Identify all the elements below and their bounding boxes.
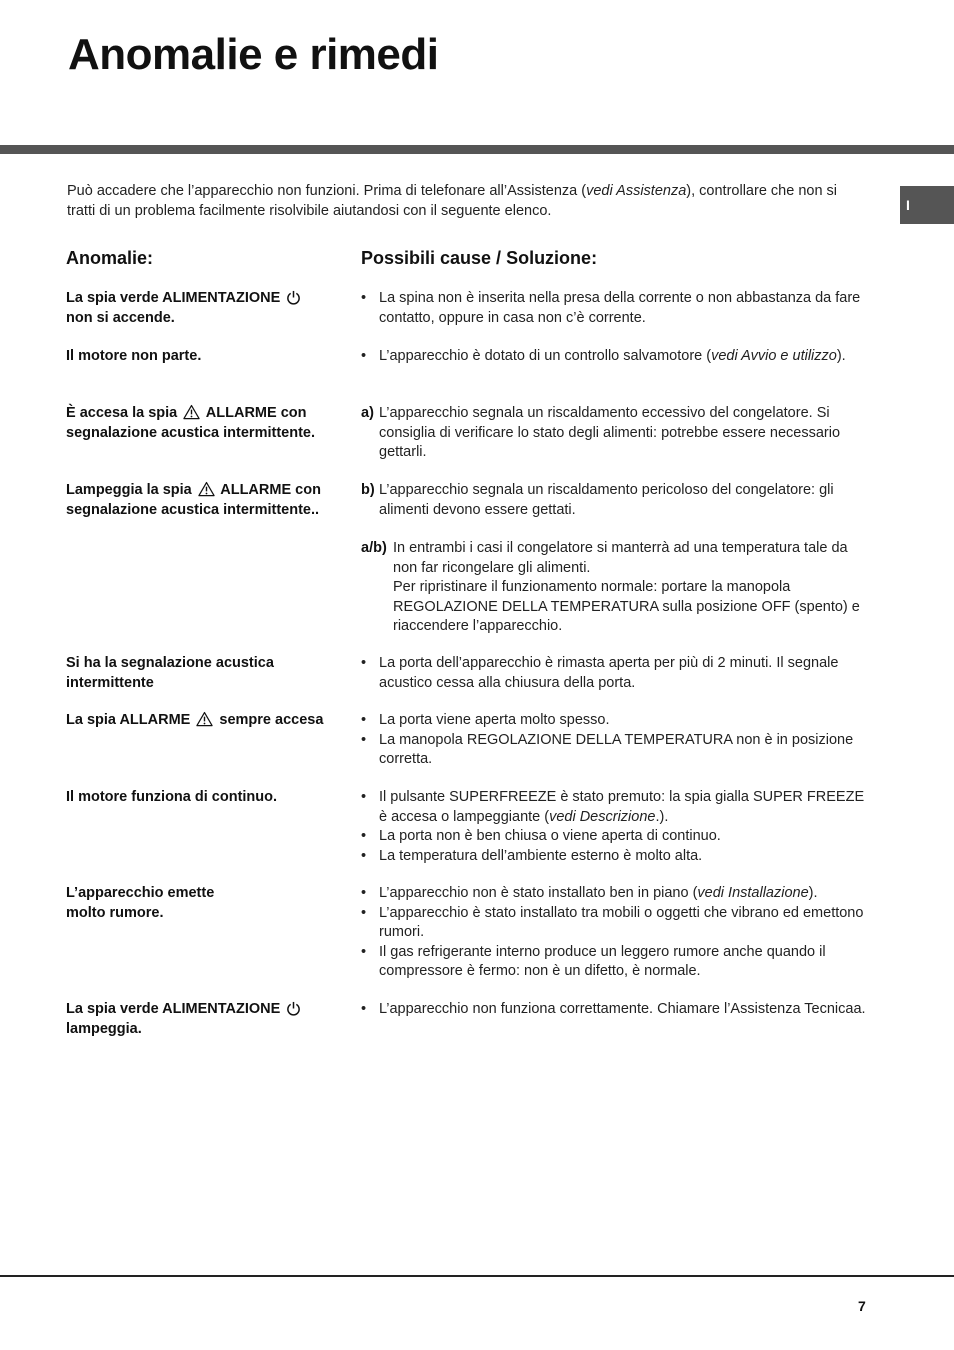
problem-text (66, 884, 334, 923)
solution-item (361, 788, 866, 827)
solution-item (361, 654, 866, 693)
problem-text (66, 1000, 334, 1039)
bullet: • (361, 904, 367, 921)
solution-item (361, 884, 866, 904)
bullet: • (361, 1001, 367, 1017)
intro-paragraph (67, 182, 857, 221)
bullet: • (361, 828, 367, 844)
solution-item (361, 539, 866, 637)
solution-list (361, 884, 866, 982)
problem-text-part: ALLARME con segnalazione acustica intermittente. (66, 405, 315, 441)
anomalies-heading: Anomalie: (66, 248, 154, 268)
problem-text: Si ha la segnalazione acustica intermittente (66, 655, 274, 691)
bullet: • (361, 290, 367, 306)
solution-text: ). (836, 348, 846, 364)
solution-text: La porta non è ben chiusa o viene aperta di continuo. (379, 828, 721, 844)
bullet: • (361, 348, 367, 364)
solution-item (361, 711, 866, 731)
problem-text (66, 481, 334, 520)
solution-text: La temperatura dell’ambiente esterno è molto alta. (379, 847, 703, 864)
solution-reference: vedi Installazione (697, 885, 809, 901)
bullet: • (361, 731, 367, 748)
solution-list (361, 1000, 866, 1020)
bullet: • (361, 885, 367, 901)
solution-text: L’apparecchio è dotato di un controllo salvamotore ( (379, 348, 712, 364)
bullet: • (361, 655, 367, 671)
problem-text (66, 711, 334, 731)
solution-item (361, 289, 866, 328)
problem-text-part: non si accende. (66, 309, 175, 326)
solution-item (361, 1000, 866, 1020)
problem-text-part: La spia verde ALIMENTAZIONE (66, 290, 281, 306)
solution-item (361, 847, 866, 867)
solution-list (361, 711, 866, 770)
problem-text (66, 404, 334, 443)
intro-text-before: Può accadere che l’apparecchio non funzioni. Prima di telefonare all’Assistenza ( (67, 183, 587, 199)
bullet: • (361, 943, 367, 960)
solution-item (361, 404, 866, 463)
problem-text-part: molto rumore. (66, 904, 164, 921)
problem-text: Il motore funziona di continuo. (66, 789, 278, 805)
solution-item (361, 904, 866, 943)
solution-text: L’apparecchio non è stato installato ben in piano ( (379, 885, 698, 901)
problem-text-part: Lampeggia la spia (66, 482, 192, 498)
problem-text-part: lampeggia. (66, 1020, 142, 1037)
solution-text: .). (655, 808, 669, 825)
solution-text: L’apparecchio non funziona correttamente. Chiamare l’Assistenza Tecnicaa. (379, 1001, 866, 1017)
bullet: • (361, 712, 367, 728)
solution-list (361, 654, 866, 693)
problem-text: Il motore non parte. (66, 348, 202, 364)
bullet: • (361, 847, 367, 864)
solution-item (361, 827, 866, 847)
page-number: 7 (858, 1298, 866, 1314)
problem-text-part: L’apparecchio emette (66, 885, 215, 901)
solution-text: Per ripristinare il funzionamento normale: portare la manopola REGOLAZIONE DELLA TEMPERATURA sulla posizione OFF (spento) e riaccendere l’apparecchio. (393, 579, 860, 634)
solution-reference: vedi Avvio e utilizzo (711, 348, 837, 364)
solution-text: Il pulsante SUPERFREEZE è stato premuto: la spia gialla SUPER FREEZE è accesa o lampeggiante ( (379, 789, 865, 825)
problem-text-part: È accesa la spia (66, 405, 178, 421)
solution-text: La manopola REGOLAZIONE DELLA TEMPERATURA non è in posizione corretta. (379, 731, 854, 767)
solution-list (361, 788, 866, 866)
problem-text-part: ALLARME con segnalazione acustica intermittente.. (66, 482, 321, 518)
bullet: • (361, 789, 367, 805)
solution-text: L’apparecchio segnala un riscaldamento eccessivo del congelatore. Si consiglia di verificare lo stato degli alimenti: potrebbe essere necessario gettarli. (379, 405, 841, 460)
solution-item (361, 347, 866, 367)
problem-text-part: La spia ALLARME (66, 712, 191, 728)
solution-label: b) (361, 482, 375, 498)
warning-triangle-icon (198, 481, 215, 497)
intro-reference: vedi Assistenza (586, 183, 687, 199)
solution-text: ). (808, 885, 818, 901)
solution-label: a) (361, 405, 374, 421)
warning-triangle-icon (183, 404, 200, 420)
problem-text (66, 289, 334, 328)
solution-item (361, 943, 866, 982)
warning-triangle-icon (196, 711, 213, 727)
solution-text: Il gas refrigerante interno produce un leggero rumore anche quando il compressore è fermo: non è un difetto, è normale. (379, 943, 826, 979)
solution-text: La spina non è inserita nella presa della corrente o non abbastanza da fare contatto, oppure in casa non c’è corrente. (379, 290, 861, 326)
solution-text: L’apparecchio è stato installato tra mobili o oggetti che vibrano ed emettono rumori. (379, 904, 864, 940)
solution-text: La porta dell’apparecchio è rimasta aperta per più di 2 minuti. Il segnale acustico cessa alla chiusura della porta. (379, 655, 839, 691)
language-tab: I (900, 186, 954, 224)
solutions-heading: Possibili cause / Soluzione: (361, 248, 598, 268)
solution-label: a/b) (361, 540, 387, 556)
footer-rule (0, 1275, 954, 1277)
solution-text: In entrambi i casi il congelatore si manterrà ad una temperatura tale da non far ricongelare gli alimenti. (393, 540, 848, 576)
solution-list (361, 481, 866, 637)
solution-text: L’apparecchio segnala un riscaldamento pericoloso del congelatore: gli alimenti devono essere gettati. (379, 482, 834, 518)
solution-reference: vedi Descrizione (549, 808, 656, 825)
problem-text-part: La spia verde ALIMENTAZIONE (66, 1001, 281, 1017)
page-title: Anomalie e rimedi (68, 30, 439, 79)
solution-text: La porta viene aperta molto spesso. (379, 712, 610, 728)
solution-list (361, 347, 866, 367)
solution-list (361, 289, 866, 328)
power-icon (286, 290, 301, 305)
power-icon (286, 1001, 301, 1016)
header-rule (0, 145, 954, 154)
intro-text-after: ), controllare che non si tratti di un problema facilmente risolvibile aiutandosi con il seguente elenco. (67, 183, 838, 219)
solution-item (361, 731, 866, 770)
solution-list (361, 404, 866, 463)
problem-text-part: sempre accesa (219, 712, 324, 728)
solution-item (361, 481, 866, 520)
